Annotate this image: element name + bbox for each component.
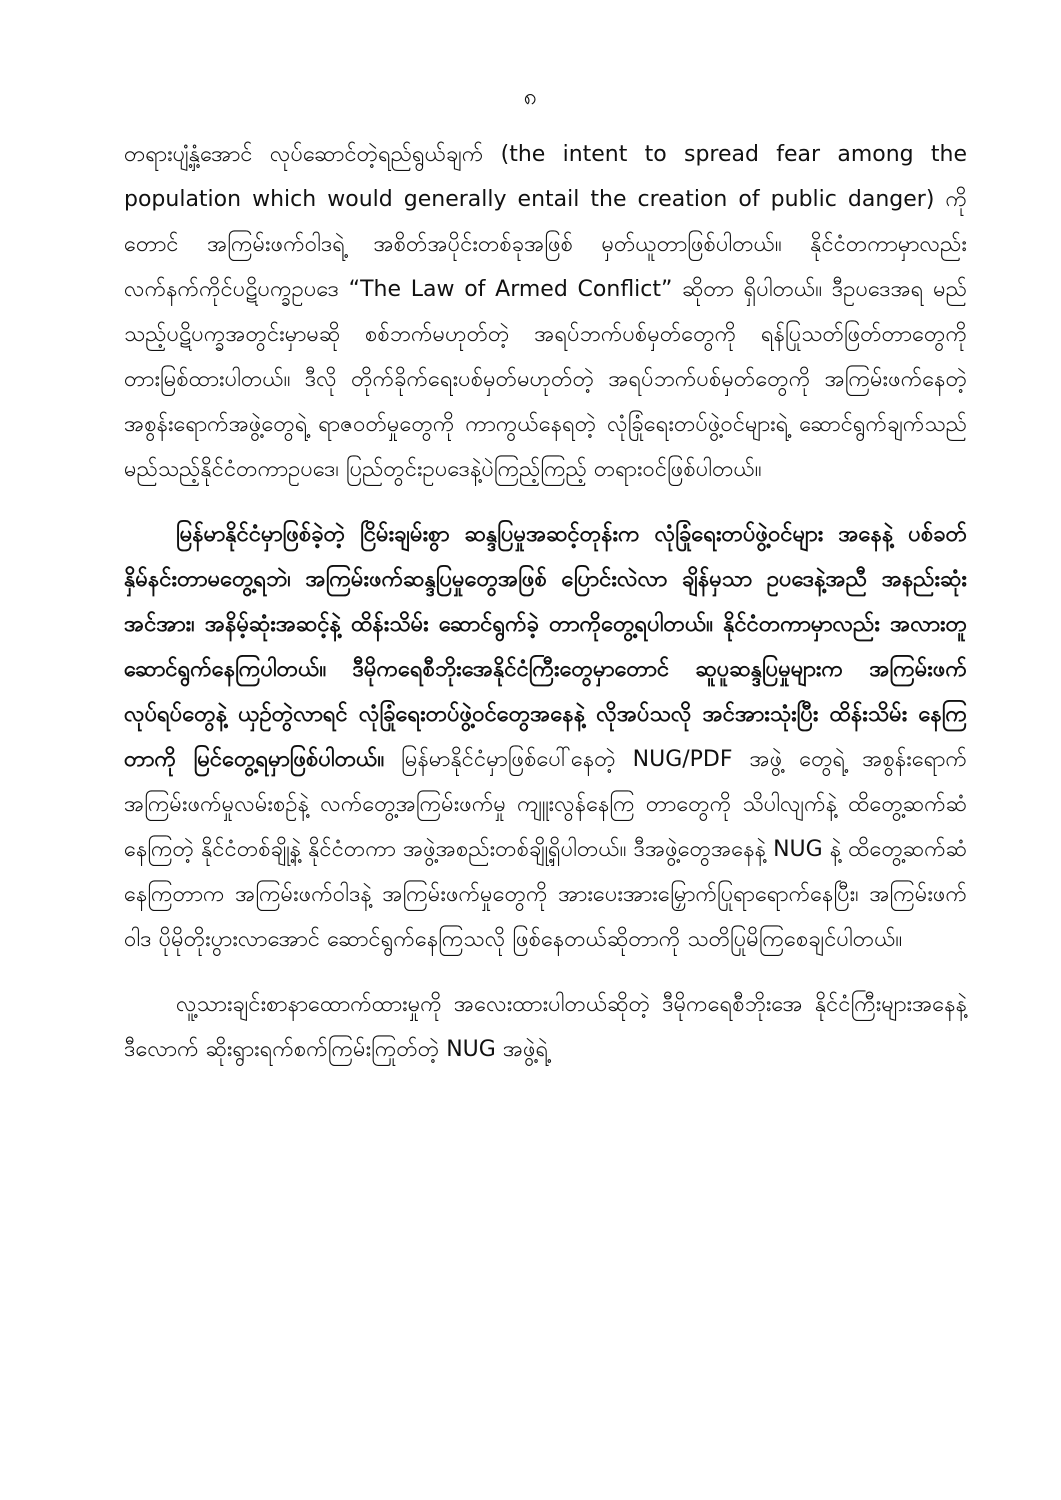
page-number: ၈ [523,84,538,110]
paragraph-2-bold-text: မြန်မာနိုင်ငံမှာဖြစ်ခဲ့တဲ့ ငြိမ်းချမ်းစွာ ဆန္ဒပြမှုအဆင့်တုန်းက လုံခြုံရေးတပ်ဖွဲ့ဝင်များ အနေနဲ့ ပစ်ခတ်နှိမ်နင်းတာမတွေ့ရဘဲ၊ အကြမ်းဖက်ဆန္ဒပြမှုတွေအဖြစ် ပြောင်းလဲလာ ချိန်မှသာ ဥပဒေနဲ့အညီ အနည်းဆုံးအင်အား၊ အနိမ့်ဆုံးအဆင့်နဲ့ ထိန်းသိမ်း ဆောင်ရွက်ခဲ့ တာကိုတွေ့ရပါတယ်။ နိုင်ငံတကာမှာလည်း အလားတူ ဆောင်ရွက်နေကြပါတယ်။ ဒီမိုကရေစီဘိုးအေနိုင်ငံကြီးတွေမှာတောင် ဆူပူဆန္ဒပြမှုများက အကြမ်းဖက်လုပ်ရပ်တွေနဲ့ ယှဉ်တွဲလာရင် လုံခြုံရေးတပ်ဖွဲ့ဝင်တွေအနေနဲ့ လိုအပ်သလို အင်အားသုံးပြီး ထိန်းသိမ်း နေကြတာကို မြင်တွေ့ရမှာဖြစ်ပါတယ်။ [124,522,967,772]
paragraph-2-regular-text: မြန်မာနိုင်ငံမှာဖြစ်ပေါ်နေတဲ့ NUG/PDF အဖွဲ့ တွေရဲ့ အစွန်းရောက်အကြမ်းဖက်မှုလမ်းစဉ်နဲ့ လက်တွေ့အကြမ်းဖက်မှု ကျူးလွန်နေကြ တာတွေကို သိပါလျက်နဲ့ ထိတွေ့ဆက်ဆံနေကြတဲ့ နိုင်ငံတစ်ချို့နဲ့ နိုင်ငံတကာ အဖွဲ့အစည်းတစ်ချို့ရှိပါတယ်။ ဒီအဖွဲ့တွေအနေနဲ့ NUG နဲ့ ထိတွေ့ဆက်ဆံနေကြတာက အကြမ်းဖက်ဝါဒနဲ့ အကြမ်းဖက်မှုတွေကို အားပေးအားမြှောက်ပြုရာရောက်နေပြီး၊ အကြမ်းဖက်ဝါဒ ပိုမိုတိုးပွားလာအောင် ဆောင်ရွက်နေကြသလို ဖြစ်နေတယ်ဆိုတာကို သတိပြုမိကြစေချင်ပါတယ်။ [124,747,967,952]
paragraph-3 [124,982,967,1072]
paragraph-3-text: လူ့သားချင်းစာနာထောက်ထားမှုကို အလေးထားပါတယ်ဆိုတဲ့ ဒီမိုကရေစီဘိုးအေ နိုင်ငံကြီးများအနေနဲ့ ဒီလောက် ဆိုးရွားရက်စက်ကြမ်းကြုတ်တဲ့ NUG အဖွဲ့ရဲ့ [124,992,967,1062]
paragraph-2 [124,512,967,962]
document-body [124,132,967,1072]
paragraph-1 [124,132,967,492]
paragraph-1-text: တရားပျံ့နှံ့အောင် လုပ်ဆောင်တဲ့ရည်ရွယ်ချက် (the intent to spread fear among the population which would generally entail the creation of public danger) ကိုတောင် အကြမ်းဖက်ဝါဒရဲ့ အစိတ်အပိုင်းတစ်ခုအဖြစ် မှတ်ယူတာဖြစ်ပါတယ်။ နိုင်ငံတကာမှာလည်း လက်နက်ကိုင်ပဋိပက္ခဥပဒေ “The Law of Armed Conflict” ဆိုတာ ရှိပါတယ်။ ဒီဥပဒေအရ မည်သည့်ပဋိပက္ခအတွင်းမှာမဆို စစ်ဘက်မဟုတ်တဲ့ အရပ်ဘက်ပစ်မှတ်တွေကို ရန်ပြုသတ်ဖြတ်တာတွေကို တားမြစ်ထားပါတယ်။ ဒီလို တိုက်ခိုက်ရေးပစ်မှတ်မဟုတ်တဲ့ အရပ်ဘက်ပစ်မှတ်တွေကို အကြမ်းဖက်နေတဲ့ အစွန်းရောက်အဖွဲ့တွေရဲ့ ရာဇဝတ်မှုတွေကို ကာကွယ်နေရတဲ့ လုံခြုံရေးတပ်ဖွဲ့ဝင်များရဲ့ ဆောင်ရွက်ချက်သည် မည်သည့်နိုင်ငံတကာဥပဒေ၊ ပြည်တွင်းဥပဒေနဲ့ပဲကြည့်ကြည့် တရားဝင်ဖြစ်ပါတယ်။ [124,142,967,482]
